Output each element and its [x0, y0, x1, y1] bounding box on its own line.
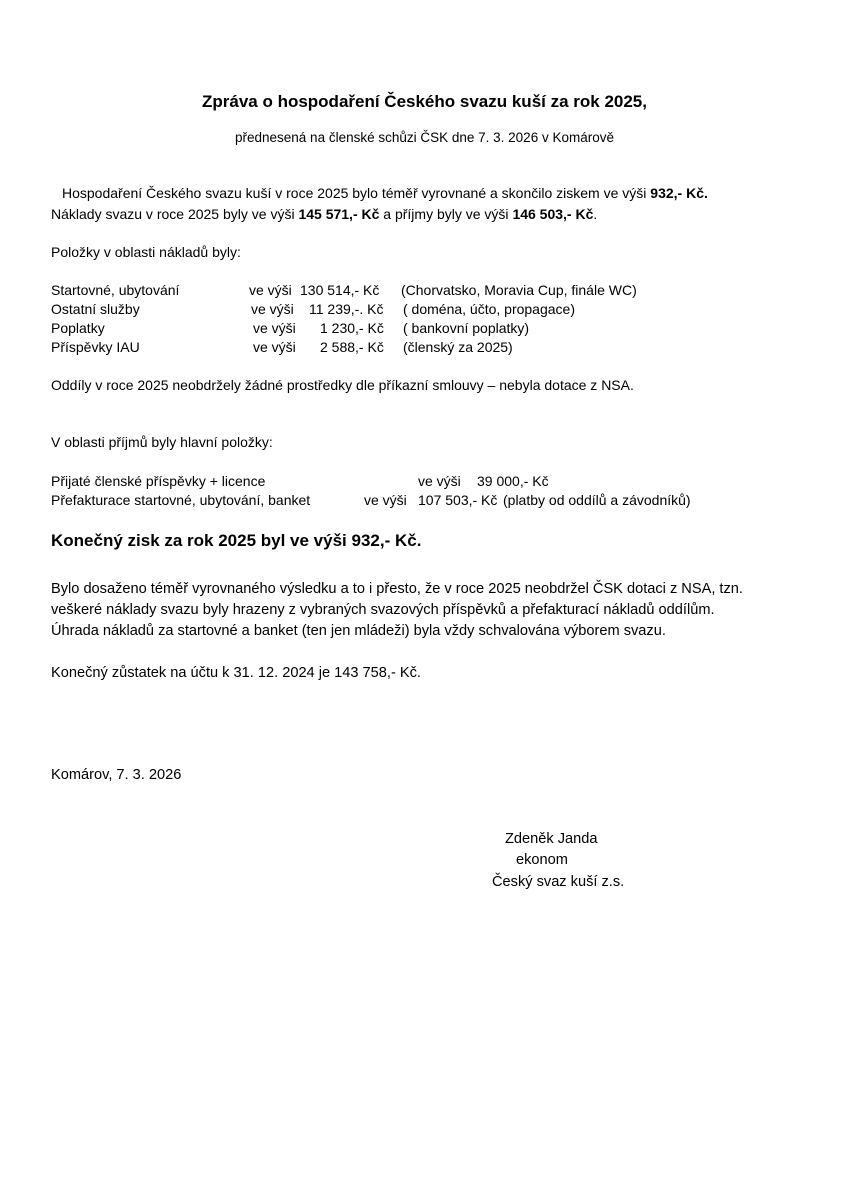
intro-line-2 — [51, 205, 597, 224]
intro-line-1 — [62, 184, 708, 203]
cost-item-name: Příspěvky IAU — [51, 339, 140, 355]
income-total: 146 503,- Kč — [512, 206, 594, 222]
intro-text: a příjmy byly ve výši — [379, 206, 513, 222]
cost-item-label: ve výši — [253, 339, 296, 355]
intro-text: Hospodaření Českého svazu kuší v roce 2025 bylo téměř vyrovnané a skončilo ziskem ve výši — [62, 185, 651, 201]
cost-item-amount: 11 239,-. Kč — [309, 301, 384, 317]
cost-item-name: Ostatní služby — [51, 301, 140, 317]
page-subtitle: přednesená na členské schůzi ČSK dne 7. 3. 2026 v Komárově — [235, 130, 614, 145]
intro-text: Náklady svazu v roce 2025 byly ve výši — [51, 206, 299, 222]
costs-heading: Položky v oblasti nákladů byly: — [51, 244, 241, 260]
paragraph-line-3: Úhrada nákladů za startovné a banket (ten jen mládeži) byla vždy schvalována výborem svazu. — [51, 623, 666, 639]
cost-item-note: ( doména, účto, propagace) — [403, 301, 575, 317]
costs-total: 145 571,- Kč — [298, 206, 380, 222]
costs-note: Oddíly v roce 2025 neobdržely žádné prostředky dle příkazní smlouvy – nebyla dotace z NSA. — [51, 377, 634, 393]
cost-item-name: Startovné, ubytování — [51, 282, 180, 298]
signature-org: Český svaz kuší z.s. — [492, 874, 625, 890]
cost-item-amount: 130 514,- Kč — [300, 282, 380, 298]
profit-amount: 932,- Kč. — [650, 185, 708, 201]
income-item-name: Přefakturace startovné, ubytování, banket — [51, 492, 311, 508]
paragraph-line-1: Bylo dosaženo téměř vyrovnaného výsledku a to i přesto, že v roce 2025 neobdržel ČSK dotaci z NSA, tzn. — [51, 581, 743, 597]
signature-name: Zdeněk Janda — [505, 831, 598, 847]
cost-item-amount: 1 230,- Kč — [320, 320, 384, 336]
cost-item-note: ( bankovní poplatky) — [403, 320, 530, 336]
cost-item-note: (Chorvatsko, Moravia Cup, finále WC) — [401, 282, 637, 298]
income-item-note: (platby od oddílů a závodníků) — [503, 492, 691, 508]
page-title: Zpráva o hospodaření Českého svazu kuší za rok 2025, — [201, 92, 647, 111]
cost-item-label: ve výši — [251, 301, 294, 317]
cost-item-name: Poplatky — [51, 320, 105, 336]
income-item-amount: 107 503,- Kč — [418, 492, 498, 508]
income-heading: V oblasti příjmů byly hlavní položky: — [51, 434, 273, 450]
cost-item-label: ve výši — [253, 320, 296, 336]
income-item-label: ve výši — [364, 492, 407, 508]
paragraph-line-2: veškeré náklady svazu byly hrazeny z vybraných svazových příspěvků a přefakturací nákladů oddílům. — [51, 602, 715, 618]
place-date: Komárov, 7. 3. 2026 — [51, 767, 182, 783]
signature-role: ekonom — [516, 852, 568, 868]
cost-item-label: ve výši — [249, 282, 292, 298]
balance-line: Konečný zůstatek na účtu k 31. 12. 2024 je 143 758,- Kč. — [51, 665, 421, 681]
income-item-amount: 39 000,- Kč — [477, 473, 549, 489]
income-item-label: ve výši — [418, 473, 461, 489]
income-item-name: Přijaté členské příspěvky + licence — [51, 473, 266, 489]
cost-item-amount: 2 588,- Kč — [320, 339, 384, 355]
intro-text: . — [593, 206, 598, 222]
result-heading: Konečný zisk za rok 2025 byl ve výši 932,- Kč. — [51, 531, 422, 550]
cost-item-note: (členský za 2025) — [403, 339, 513, 355]
